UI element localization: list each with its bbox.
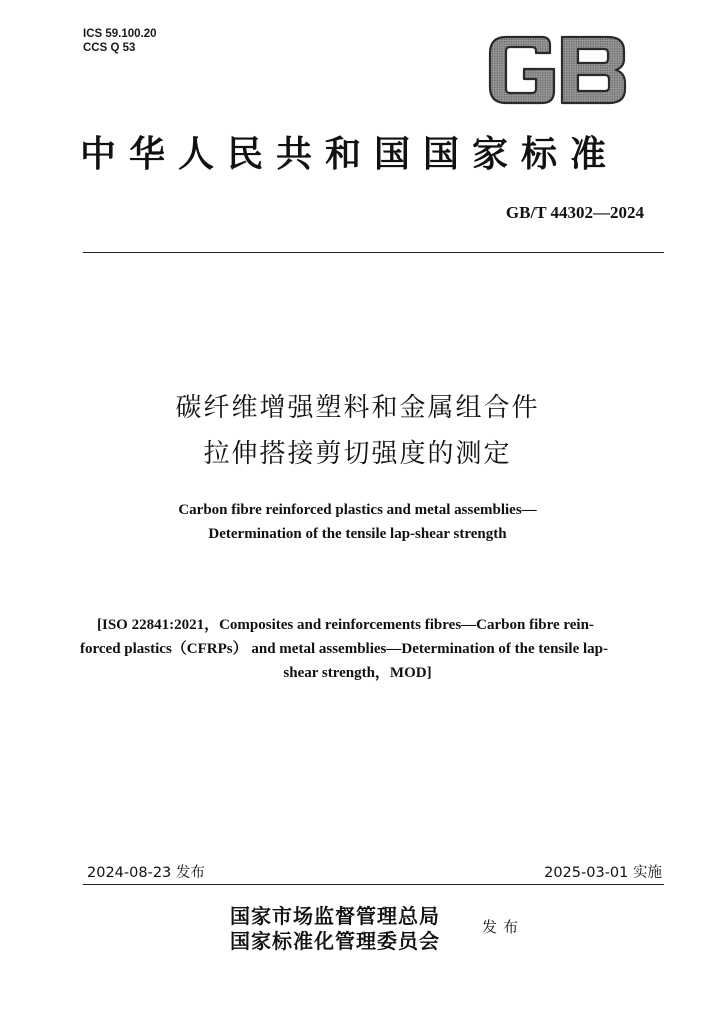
issuer-line-1: 国家市场监督管理总局 (230, 904, 440, 928)
implementation-date: 2025-03-01 实施 (544, 865, 662, 881)
standard-category-title: 中华人民共和国国家标准 (80, 133, 620, 175)
iso-reference-line-3: shear strength，MOD] (283, 665, 432, 681)
issuer-line-2: 国家标准化管理委员会 (230, 929, 440, 953)
standard-number: GB/T 44302—2024 (505, 203, 644, 222)
chinese-title-line-1: 碳纤维增强塑料和金属组合件 (175, 393, 540, 423)
iso-reference-line-2: forced plastics（CFRPs） and metal assemblies—Determination of the tensile lap- (80, 641, 609, 657)
english-title-line-1: Carbon fibre reinforced plastics and metal assemblies— (178, 502, 537, 518)
ccs-code: CCS Q 53 (83, 42, 136, 54)
publish-label: 发布 (482, 918, 525, 936)
english-title-line-2: Determination of the tensile lap-shear strength (208, 526, 507, 542)
header-divider (83, 252, 664, 253)
ics-code: ICS 59.100.20 (83, 28, 157, 40)
issue-date: 2024-08-23 发布 (87, 865, 205, 881)
gb-logo (484, 31, 630, 108)
classification-codes (83, 27, 157, 55)
chinese-title-line-2: 拉伸搭接剪切强度的测定 (203, 439, 512, 469)
footer-divider (83, 884, 664, 885)
iso-reference-line-1: [ISO 22841:2021，Composites and reinforcements fibres—Carbon fibre rein- (97, 617, 594, 633)
